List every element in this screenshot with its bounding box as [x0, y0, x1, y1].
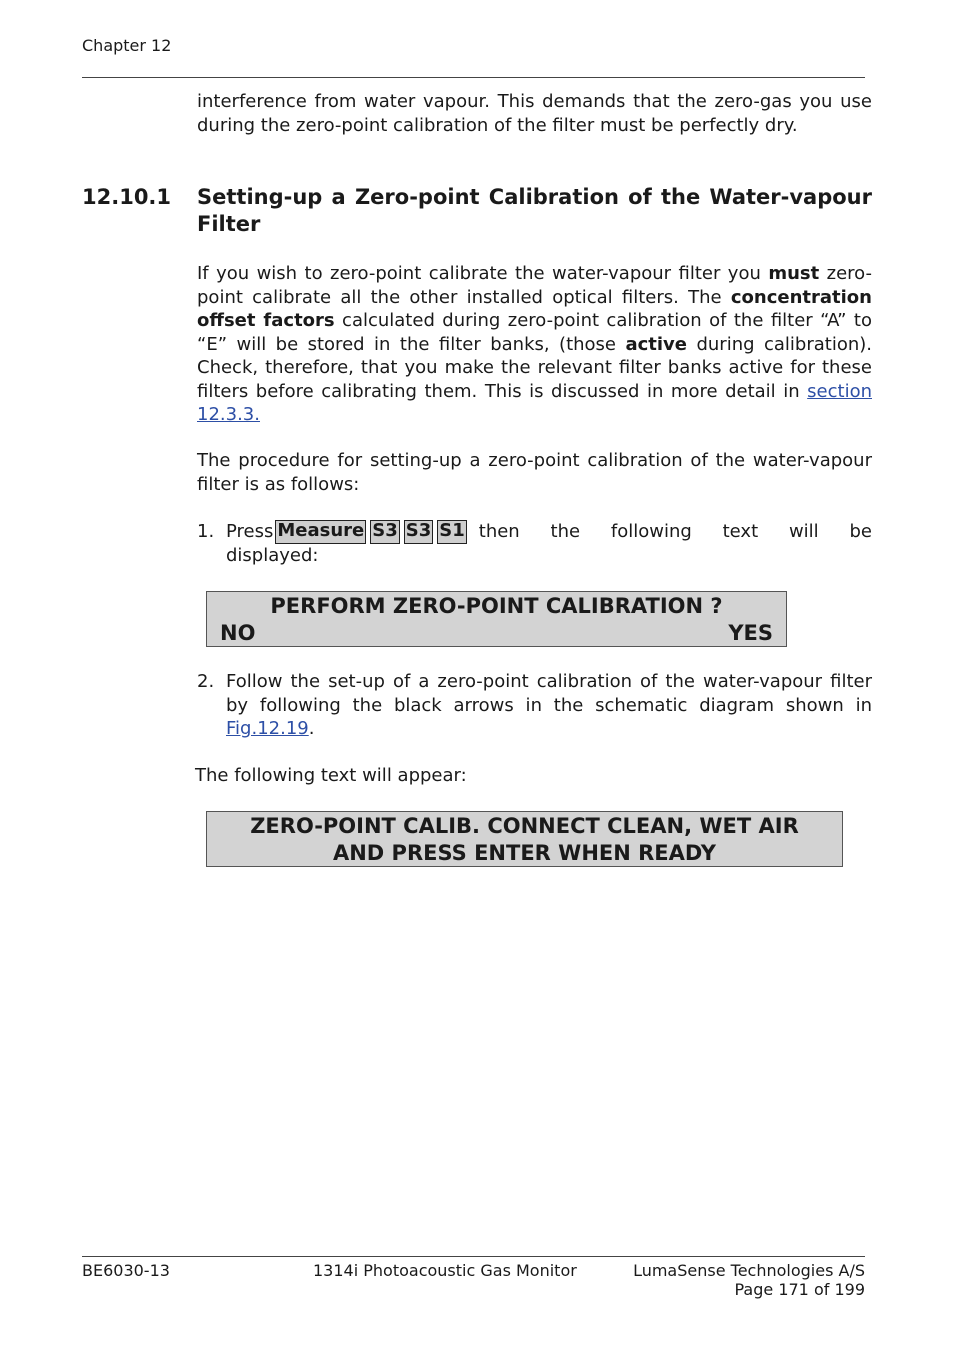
item2-text: Follow the set-up of a zero-point calibration of the water-vapour filter by following the black arrows in the schematic diagram shown in	[226, 671, 872, 716]
p2-text-3: calculated during zero-point calibration of the filter “A” to “E” will be stored in the filter banks, (those	[197, 310, 872, 355]
footer-company-page	[633, 1261, 865, 1299]
section-title: Setting-up a Zero-point Calibration of the Water-vapour Filter	[197, 185, 872, 236]
list-number: 2.	[197, 671, 215, 692]
item1-continuation: displayed:	[226, 544, 319, 566]
display-line: AND PRESS ENTER WHEN READY	[332, 841, 716, 865]
p2-text-2: zero-point calibrate all the other installed optical filters. The	[197, 263, 872, 308]
display-line: ZERO-POINT CALIB. CONNECT CLEAN, WET AIR	[250, 814, 799, 838]
display-yes-option: YES	[728, 621, 773, 645]
p2-text-1: If you wish to zero-point calibrate the water-vapour filter you	[197, 263, 769, 284]
p2-bold-factors: concentration offset factors	[197, 286, 872, 331]
display-line: PERFORM ZERO-POINT CALIBRATION ?	[270, 594, 723, 618]
measure-key[interactable]: Measure	[275, 520, 366, 544]
paragraph-instructions	[197, 262, 872, 427]
display-no-option: NO	[220, 621, 256, 645]
s3-key[interactable]: S3	[404, 520, 434, 544]
p2-bold-active: active	[625, 333, 688, 355]
display-zero-point-calib	[206, 811, 843, 867]
p2-text-4: during calibration). Check, therefore, that you make the relevant filter banks active for these filters before calibrating them. This is discussed in more detail in	[197, 333, 873, 402]
section-link[interactable]: section 12.3.3.	[197, 380, 872, 425]
header-rule	[82, 77, 865, 78]
section-number: 12.10.1	[82, 185, 172, 209]
s1-key[interactable]: S1	[437, 520, 467, 544]
item1-rest: then the following text will be	[478, 521, 872, 542]
press-label: Press	[226, 521, 274, 542]
list-number: 1.	[197, 521, 215, 542]
s3-key[interactable]: S3	[370, 520, 400, 544]
item2-end: .	[308, 718, 315, 739]
paragraph-procedure: The procedure for setting-up a zero-point calibration of the water-vapour filter is as follows:	[197, 450, 872, 495]
display-perform-zero-point	[206, 591, 787, 647]
footer-doc-id: BE6030-13	[82, 1261, 170, 1280]
footer-company: LumaSense Technologies A/S	[633, 1261, 865, 1280]
p2-bold-must: must	[768, 263, 820, 284]
footer-page-number: Page 171 of 199	[734, 1280, 865, 1299]
figure-link[interactable]: Fig.12.19	[226, 718, 309, 739]
paragraph-intro: interference from water vapour. This demands that the zero-gas you use during the zero-point calibration of the filter must be perfectly dry.	[197, 91, 872, 136]
chapter-header: Chapter 12	[82, 36, 172, 55]
paragraph-following-text: The following text will appear:	[195, 765, 467, 786]
footer-rule	[82, 1256, 865, 1257]
footer-product: 1314i Photoacoustic Gas Monitor	[313, 1261, 577, 1280]
